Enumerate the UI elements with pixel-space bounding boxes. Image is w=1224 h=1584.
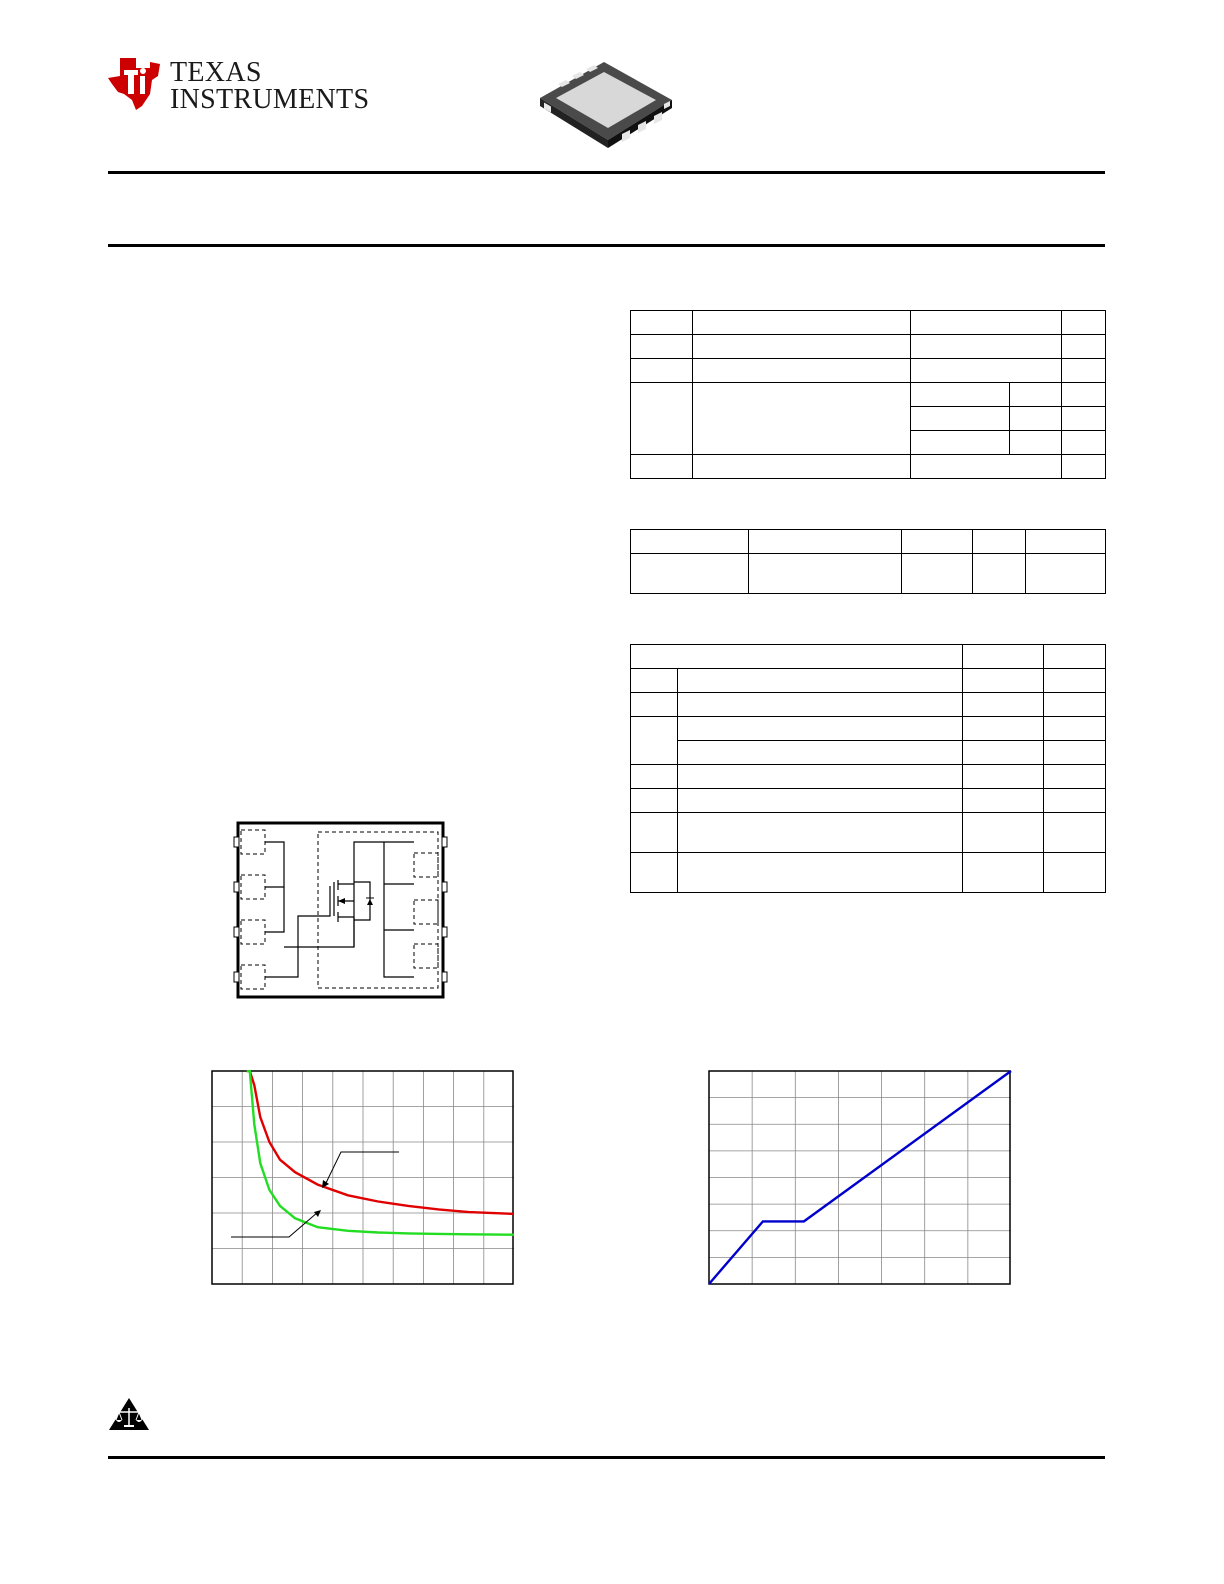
brand-name (170, 57, 370, 115)
chart-rdson-annotation-green (231, 1212, 318, 1237)
table-row (631, 530, 1106, 554)
series-line-1 (247, 1071, 514, 1235)
table-row (631, 789, 1106, 813)
chart-rdson (211, 1070, 515, 1286)
son-package-icon (538, 58, 674, 150)
chart-rdson-annotation-red (325, 1152, 399, 1185)
brand-line1: TEXAS (170, 57, 262, 88)
table-row (631, 693, 1106, 717)
table-row (631, 645, 1106, 669)
texas-state-logo-icon (106, 54, 164, 112)
mosfet-package-diagram (232, 820, 450, 1000)
table-row (631, 853, 1106, 893)
header-rule-bottom (108, 244, 1105, 247)
scales-triangle-icon (108, 1396, 150, 1432)
table-row (631, 383, 1106, 407)
table-row (631, 455, 1106, 479)
table-row (631, 311, 1106, 335)
table-row (631, 717, 1106, 741)
header-rule-top (108, 171, 1105, 174)
table-row (631, 554, 1106, 594)
table-row (631, 741, 1106, 765)
brand-line2: INSTRUMENTS (170, 84, 370, 115)
product-summary-table (630, 310, 1106, 479)
table-row (631, 359, 1106, 383)
chart-rdson-arrow-green (314, 1210, 321, 1217)
chart-gate-charge (708, 1070, 1012, 1286)
table-row (631, 765, 1106, 789)
absolute-max-table (630, 644, 1106, 893)
series-line-0 (247, 1071, 514, 1214)
table-row (631, 813, 1106, 853)
table-row (631, 669, 1106, 693)
table-row (631, 335, 1106, 359)
footer-rule (108, 1456, 1105, 1459)
ti-logo (106, 54, 370, 116)
ordering-info-table (630, 529, 1106, 594)
